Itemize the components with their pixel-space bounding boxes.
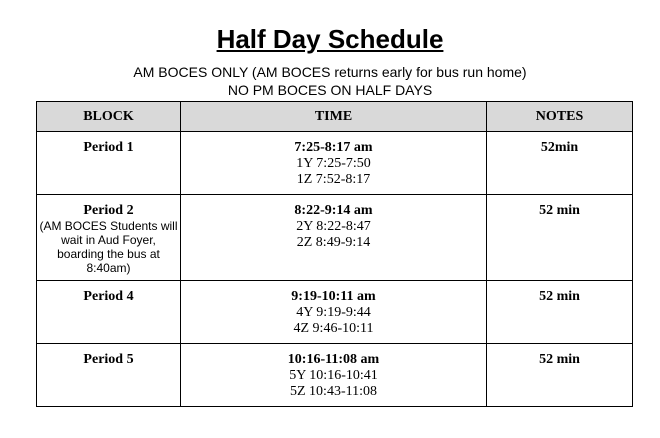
block-label: Period 1	[83, 140, 134, 155]
column-header-time: TIME	[181, 102, 487, 132]
time-sub: 5Z 10:43-11:08	[290, 384, 377, 399]
time-main: 9:19-10:11 am	[291, 289, 376, 304]
time-sub: 2Z 8:49-9:14	[296, 235, 371, 250]
table-row	[37, 195, 633, 281]
page-title: Half Day Schedule	[216, 24, 444, 54]
notes-cell	[487, 281, 633, 344]
notes-value: 52min	[540, 140, 579, 155]
notes-cell	[487, 195, 633, 281]
time-cell	[181, 132, 487, 195]
time-main: 10:16-11:08 am	[287, 352, 380, 367]
time-cell	[181, 281, 487, 344]
block-label: Period 4	[83, 289, 134, 304]
subtitle-line: NO PM BOCES ON HALF DAYS	[227, 82, 433, 98]
block-cell	[37, 195, 181, 281]
column-header-block: BLOCK	[37, 102, 181, 132]
table-row	[37, 132, 633, 195]
table-header-row	[37, 102, 633, 132]
block-cell	[37, 281, 181, 344]
table-row	[37, 344, 633, 407]
notes-cell	[487, 344, 633, 407]
time-sub: 1Z 7:52-8:17	[296, 172, 371, 187]
block-cell	[37, 344, 181, 407]
schedule-table	[36, 101, 633, 407]
subtitle-line: AM BOCES ONLY (AM BOCES returns early for bus run home)	[133, 64, 527, 80]
table-row	[37, 281, 633, 344]
time-sub: 5Y 10:16-10:41	[289, 368, 378, 383]
time-sub: 4Z 9:46-10:11	[293, 321, 374, 336]
notes-value: 52 min	[539, 352, 580, 367]
time-main: 8:22-9:14 am	[294, 203, 373, 218]
time-sub: 4Y 9:19-9:44	[296, 305, 371, 320]
time-sub: 2Y 8:22-8:47	[296, 219, 371, 234]
time-main: 7:25-8:17 am	[294, 140, 373, 155]
notes-value: 52 min	[539, 203, 580, 218]
notes-value: 52 min	[539, 289, 580, 304]
time-cell	[181, 195, 487, 281]
block-cell	[37, 132, 181, 195]
time-sub: 1Y 7:25-7:50	[296, 156, 371, 171]
notes-cell	[487, 132, 633, 195]
block-note: (AM BOCES Students will wait in Aud Foyer, boarding the bus at 8:40am)	[39, 219, 178, 275]
block-label: Period 5	[83, 352, 134, 367]
column-header-notes: NOTES	[487, 102, 633, 132]
block-label: Period 2	[83, 203, 134, 218]
time-cell	[181, 344, 487, 407]
